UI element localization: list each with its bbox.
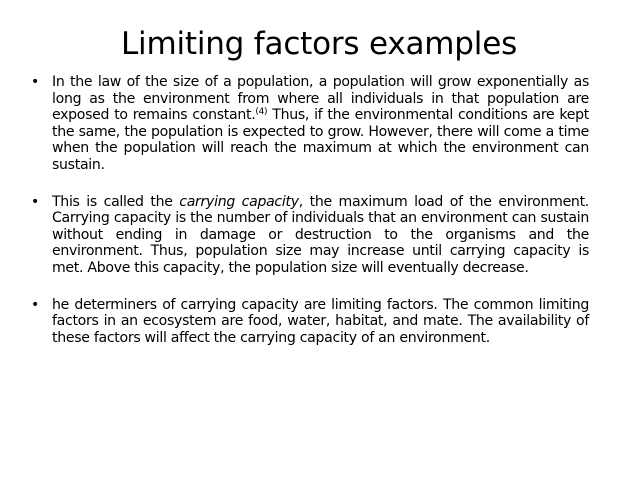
slide-title: Limiting factors examples bbox=[120, 26, 518, 62]
citation-marker: (4) bbox=[255, 107, 268, 118]
bullet-list bbox=[31, 74, 589, 366]
bullet-item-2 bbox=[31, 194, 589, 277]
bullet-2-text-part1: This is called the bbox=[52, 193, 180, 210]
bullet-1-text-part1: In the law of the size of a population, a population will grow exponentially as long as the environment from where all individuals in that population are exposed to remains constant. bbox=[52, 74, 589, 124]
bullet-1-text-part2: Thus, if the environmental conditions are kept the same, the population is expected to grow. However, there will come a time when the population will reach the maximum at which the environment can sustain. bbox=[52, 107, 589, 173]
bullet-dot-icon: • bbox=[31, 74, 39, 90]
bullet-item-3 bbox=[31, 297, 589, 347]
bullet-3-text: he determiners of carrying capacity are limiting factors. The common limiting factors in an ecosystem are food, water, habitat, and mate. The availability of these factors will affect the carrying capacity of an environment. bbox=[52, 296, 589, 346]
bullet-2-text-part2: , the maximum load of the environment. Carrying capacity is the number of individuals that an environment can sustain without ending in damage or destruction to the organisms and the environment. Thus, population size may increase until carrying capacity is met. Above this capacity, the population size will eventually decrease. bbox=[52, 193, 589, 276]
bullet-item-1 bbox=[31, 74, 589, 174]
carrying-capacity-term: carrying capacity bbox=[179, 193, 299, 210]
bullet-dot-icon: • bbox=[31, 193, 39, 210]
bullet-dot-icon: • bbox=[31, 296, 39, 313]
